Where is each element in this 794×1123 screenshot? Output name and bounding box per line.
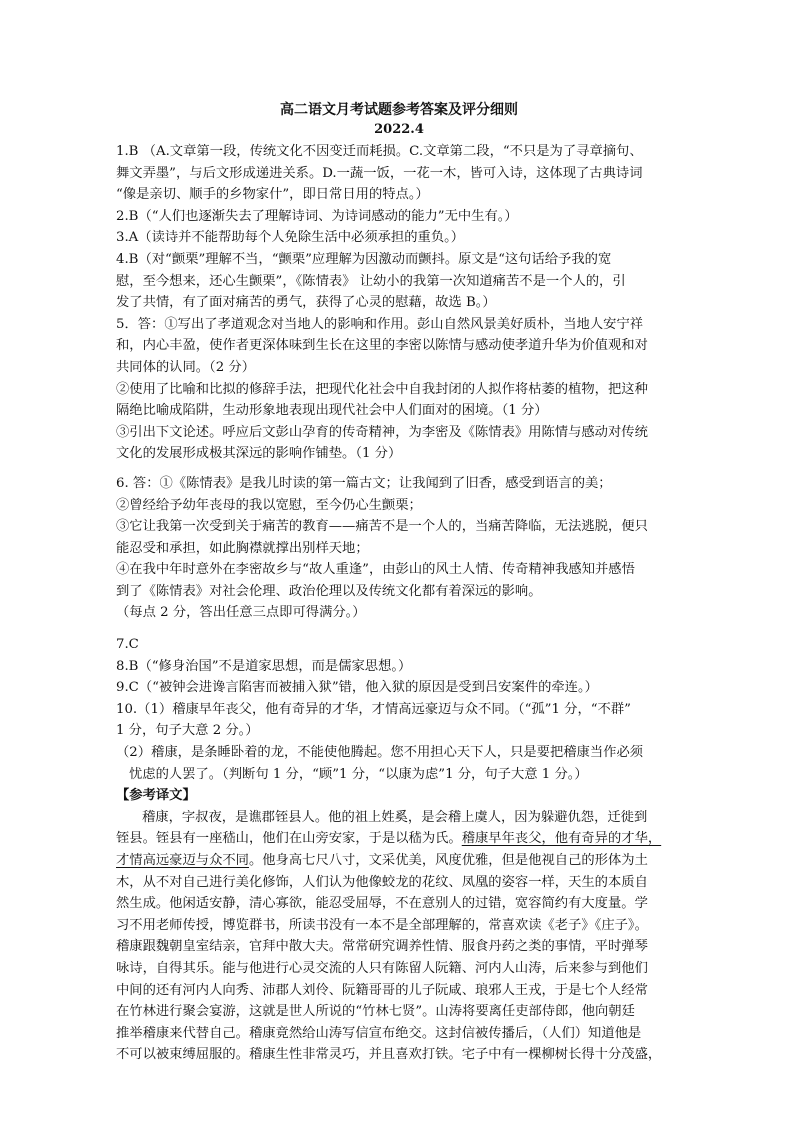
answer-4-line-2: 慰，至今想来，还心生颤栗”，《陈情表》 让幼小的我第一次知道痛苦不是一个人的，引 [116, 273, 626, 289]
answer-5-point-2-line-2: 隔绝比喻成陷阱，生动形象地表现出现代社会中人们面对的困境。（1 分） [116, 403, 548, 419]
answer-1-line-3: “像是亲切、顺手的乡物家什”，即日常日用的特点。） [116, 187, 429, 203]
answer-7: 7.C [116, 637, 139, 653]
answer-6-point-3-line-1: ③它让我第一次受到关于痛苦的教育——痛苦不是一个人的，当痛苦降临，无法逃脱，便只 [116, 519, 648, 535]
answer-9: 9.C（“被钟会进谗言陷害而被捕入狱”错，他入狱的原因是受到吕安案件的牵连。） [116, 680, 598, 696]
translation-line-2 [116, 828, 682, 850]
answer-1-line-2: 舞文弄墨”，与后文形成递进关系。D.一蔬一饭，一花一木，皆可入诗，这体现了古典诗词 [116, 165, 643, 181]
answer-6-point-3-line-2: 能忍受和承担，如此胸襟就撑出别样天地； [116, 540, 369, 556]
translation-heading: 【参考译文】 [116, 788, 196, 804]
answer-6-scoring: （每点 2 分，答出任意三点即可得满分。） [116, 605, 366, 621]
translation-line-6: 习不用老师传授，博览群书，所读书没有一本不是全部理解的，常喜欢读《老子》《庄子》。 [116, 917, 648, 933]
answer-5-line-1: 5．答：①写出了孝道观念对当地人的影响和作用。彭山自然风景美好质朴，当地人安宁祥 [116, 316, 644, 332]
answer-10-2-line-1: （2）稽康，是条睡卧着的龙，不能使他腾起。您不用担心天下人，只是要把稽康当作必须 [116, 745, 644, 761]
translation-line-4: 木，从不对自己进行美化修饰，人们认为他像蛟龙的花纹、凤凰的姿容一样，天生的本质自 [116, 874, 648, 890]
answer-4-line-3: 发了共情，有了面对痛苦的勇气，获得了心灵的慰藉，故选 B。） [116, 295, 496, 311]
translation-line-3-text: 。他身高七尺八寸，文采优美，风度优雅，但是他视自己的形体为土 [248, 853, 648, 868]
translation-line-7: 稽康跟魏朝皇室结亲，官拜中散大夫。常常研究调养性情、服食丹药之类的事情，平时弹琴 [116, 939, 648, 955]
answer-1-line-1: 1.B （A.文章第一段，传统文化不因变迁而耗损。C.文章第二段，“不只是为了寻章摘句、 [116, 144, 643, 159]
translation-underlined-phrase-1: 稽康早年丧父，他有奇异的才华， [461, 831, 662, 847]
answer-10-1-line-1: 10.（1）稽康早年丧父，他有奇异的才华，才情高远豪迈与众不同。（“孤”1 分，“不群” [116, 701, 631, 717]
page-date: 2022.4 [374, 122, 424, 137]
answer-5-point-3-line-2: 文化的发展形成极其深远的影响作铺垫。（1 分） [116, 446, 402, 462]
translation-line-10: 在竹林进行聚会宴游，这就是世人所说的“竹林七贤”。山涛将要离任吏部侍郎，他向朝廷 [116, 1004, 635, 1020]
answer-6-point-2: ②曾经给予幼年丧母的我以宽慰，至今仍心生颤栗； [116, 497, 422, 513]
translation-line-3 [116, 850, 682, 872]
translation-line-9: 中间的还有河内人向秀、沛郡人刘伶、阮籍哥哥的儿子阮咸、琅邪人王戎，于是七个人经常 [116, 982, 648, 998]
answer-5-point-2-line-1: ②使用了比喻和比拟的修辞手法，把现代化社会中自我封闭的人拟作将枯萎的植物，把这种 [116, 381, 648, 397]
translation-underlined-phrase-2: 才情高远豪迈与众不同 [116, 853, 249, 868]
translation-line-11: 推举稽康来代替自己。稽康竟然给山涛写信宣布绝交。这封信被传播后，（人们）知道他是 [116, 1025, 642, 1041]
translation-line-2-text: 铚县。铚县有一座嵇山，他们在山旁安家，于是以嵇为氏。 [116, 831, 462, 847]
answer-8: 8.B（“修身治国”不是道家思想，而是儒家思想。） [116, 658, 412, 674]
translation-line-1: 稽康，字叔夜，是谯郡铚县人。他的祖上姓奚，是会稽上虞人，因为躲避仇怨，迁徙到 [142, 809, 648, 825]
answer-3: 3.A（读诗并不能帮助每个人免除生活中必须承担的重负。） [116, 230, 465, 246]
answer-6-line-1: 6. 答：①《陈情表》是我儿时读的第一篇古文；让我闻到了旧香，感受到语言的美； [116, 475, 612, 491]
answer-10-2-line-2: 忧虑的人罢了。（判断句 1 分，“顾”1 分，“以康为虑”1 分，句子大意 1 分。） [129, 766, 588, 782]
answer-10-1-line-2: 1 分，句子大意 2 分。） [116, 723, 259, 739]
answer-6-point-4-line-2: 到了《陈情表》对社会伦理、政治伦理以及传统文化都有着深远的影响。 [116, 583, 542, 599]
translation-line-8: 咏诗，自得其乐。能与他进行心灵交流的人只有陈留人阮籍、河内人山涛，后来参与到他们 [116, 960, 648, 976]
answer-5-line-3: 共同体的认同。（2 分） [116, 359, 256, 375]
translation-line-5: 然生成。他闲适安静，清心寡欲，能忍受屈辱，不在意别人的过错，宽容简约有大度量。学 [116, 896, 648, 912]
answer-5-point-3-line-1: ③引出下文论述。呼应后文彭山孕育的传奇精神，为李密及《陈情表》用陈情与感动对传统 [116, 424, 648, 440]
page-title: 高二语文月考试题参考答案及评分细则 [280, 102, 518, 118]
answer-2: 2.B（“人们也逐渐失去了理解诗词、为诗词感动的能力”无中生有。） [116, 208, 518, 224]
translation-line-12: 不可以被束缚屈服的。稽康生性非常灵巧，并且喜欢打铁。宅子中有一棵柳树长得十分茂盛， [116, 1047, 662, 1063]
answer-5-line-2: 和，内心丰盈，使作者更深体味到生长在这里的李密以陈情与感动使孝道升华为价值观和对 [116, 338, 648, 354]
answer-6-point-4-line-1: ④在我中年时意外在李密故乡与“故人重逢”，由彭山的风土人情、传奇精神我感知并感悟 [116, 562, 635, 578]
answer-4-line-1: 4.B（对“颤栗”理解不当，“颤栗”应理解为因激动而颤抖。原文是“这句话给予我的宽 [116, 251, 612, 267]
